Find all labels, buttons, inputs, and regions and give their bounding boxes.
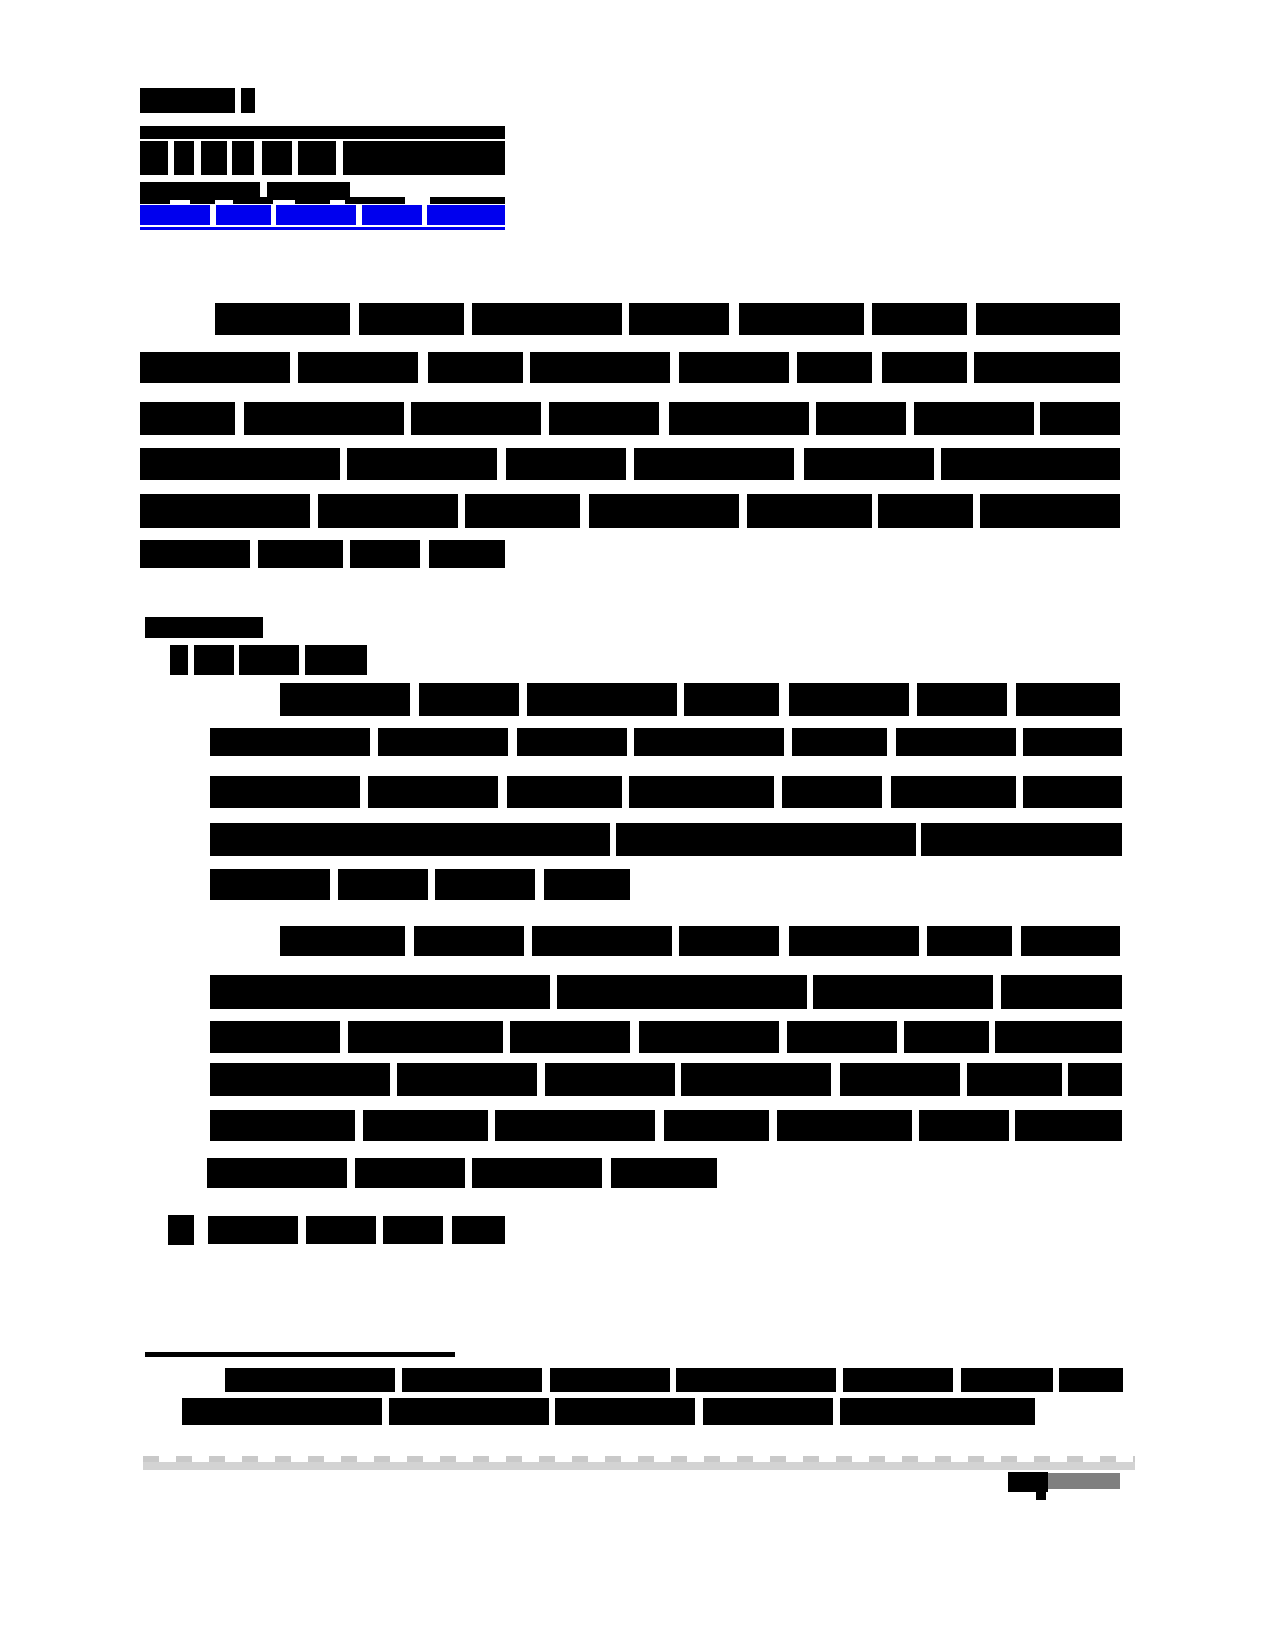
paragraph-a-line-1-seg (1016, 683, 1120, 716)
paragraph-a-line-5-seg (544, 869, 630, 900)
paragraph-a-line-4-seg (921, 823, 1122, 856)
list-item-b-label (208, 1216, 505, 1244)
footnote-line-1-seg (402, 1368, 542, 1392)
abstract-line-2 (140, 352, 1120, 383)
abstract-line-3-seg (549, 402, 659, 435)
paragraph-b-line-6-seg (611, 1158, 717, 1188)
paragraph-b-line-4-seg (967, 1063, 1062, 1096)
journal-url-link-seg[interactable] (362, 205, 422, 225)
paragraph-b-line-3-seg (995, 1021, 1122, 1053)
header-link-overprint (140, 197, 505, 204)
footnote-line-2-seg (182, 1398, 382, 1425)
abstract-line-5-seg (465, 494, 580, 528)
header-link-overprint-seg (295, 197, 330, 204)
paragraph-a-line-3-seg (629, 776, 774, 808)
paragraph-a-line-3-seg (782, 776, 882, 808)
abstract-line-6-seg (350, 540, 420, 568)
paragraph-a-line-3-seg (891, 776, 1016, 808)
paragraph-a-line-2-seg (792, 728, 887, 756)
footnote-line-1-seg (1059, 1368, 1123, 1392)
list-item-b-label-seg (306, 1216, 376, 1244)
paragraph-b-line-1-seg (280, 926, 405, 956)
paragraph-a-line-2-seg (896, 728, 1016, 756)
header-link-overprint-seg (190, 197, 215, 204)
header-info-line-2-seg (343, 141, 505, 175)
header-info-line-2-seg (174, 141, 194, 175)
paragraph-b-line-1-seg (414, 926, 524, 956)
list-item-b-label-seg (452, 1216, 505, 1244)
journal-url-link-seg[interactable] (427, 205, 505, 225)
paragraph-a-line-3-seg (368, 776, 498, 808)
paragraph-a-line-1-seg (684, 683, 779, 716)
paragraph-b-line-5-seg (919, 1110, 1009, 1141)
abstract-line-4-seg (634, 448, 794, 480)
paragraph-b-line-2-seg (557, 975, 807, 1009)
paragraph-b-line-2 (210, 975, 1122, 1009)
paragraph-b-line-6-seg (472, 1158, 602, 1188)
journal-url-link-seg[interactable] (140, 205, 210, 225)
paragraph-a-line-5-seg (210, 869, 330, 900)
abstract-line-1-seg (472, 303, 622, 335)
paragraph-b-line-5-seg (495, 1110, 655, 1141)
footnote-line-2-seg (389, 1398, 549, 1425)
footnote-line-1-seg (550, 1368, 670, 1392)
journal-url-link-seg[interactable] (216, 205, 271, 225)
footnote-line-1-seg (961, 1368, 1053, 1392)
abstract-line-4-seg (347, 448, 497, 480)
abstract-line-6 (140, 540, 505, 568)
paragraph-b-line-2-seg (1001, 975, 1122, 1009)
abstract-line-1-seg (872, 303, 967, 335)
header-link-overprint-seg (345, 197, 405, 204)
header-link-overprint-seg (140, 197, 170, 204)
footnote-line-2-seg (555, 1398, 695, 1425)
footer-page-number-descender (1036, 1490, 1046, 1500)
paragraph-a-line-1-seg (917, 683, 1007, 716)
paragraph-b-line-6 (207, 1158, 717, 1188)
header-info-line-2-seg (140, 141, 168, 175)
footnote-line-1-seg (225, 1368, 395, 1392)
paragraph-b-line-4-seg (1068, 1063, 1122, 1096)
paragraph-a-line-5-seg (435, 869, 535, 900)
paragraph-a-line-2-seg (378, 728, 508, 756)
list-item-1-marker-seg (239, 645, 299, 675)
paragraph-b-line-3-seg (510, 1021, 630, 1053)
list-item-b-label-seg (383, 1216, 443, 1244)
paragraph-b-line-1-seg (679, 926, 779, 956)
footnote-line-2-seg (840, 1398, 1035, 1425)
header-info-line-1 (140, 126, 505, 139)
abstract-line-5-seg (140, 494, 310, 528)
journal-url-link-seg[interactable] (276, 205, 356, 225)
abstract-line-3 (140, 402, 1120, 435)
paragraph-a-line-3-seg (1023, 776, 1122, 808)
paragraph-b-line-6-seg (207, 1158, 347, 1188)
abstract-line-1-seg (976, 303, 1120, 335)
paragraph-a-line-4-seg (210, 823, 610, 856)
journal-url-link[interactable] (140, 205, 505, 225)
paragraph-a-line-2-seg (210, 728, 370, 756)
footnote-line-1 (225, 1368, 1123, 1392)
paragraph-b-line-5-seg (1015, 1110, 1122, 1141)
journal-url-underline[interactable] (140, 227, 505, 230)
footnote-line-1-seg (843, 1368, 953, 1392)
header-link-overprint-seg (430, 197, 505, 204)
paragraph-a-line-1-seg (419, 683, 519, 716)
abstract-line-5 (140, 494, 1120, 528)
abstract-line-1-seg (359, 303, 464, 335)
abstract-line-3-seg (1040, 402, 1120, 435)
paragraph-b-line-3-seg (210, 1021, 340, 1053)
abstract-line-6-seg (140, 540, 250, 568)
paragraph-b-line-1 (280, 926, 1120, 956)
paragraph-b-line-5-seg (777, 1110, 912, 1141)
abstract-line-1-seg (629, 303, 729, 335)
header-link-overprint-seg (233, 197, 273, 204)
paragraph-a-line-1-seg (280, 683, 410, 716)
list-item-b-marker (168, 1215, 194, 1245)
list-item-1-marker-seg (170, 645, 188, 675)
header-journal-title-line-seg (241, 88, 255, 113)
paragraph-b-line-4-seg (840, 1063, 960, 1096)
abstract-line-3-seg (140, 402, 235, 435)
paragraph-b-line-5 (210, 1110, 1122, 1141)
paragraph-b-line-4-seg (397, 1063, 537, 1096)
paragraph-a-line-1-seg (789, 683, 909, 716)
abstract-line-3-seg (914, 402, 1034, 435)
paragraph-b-line-4 (210, 1063, 1122, 1096)
header-info-line-2-seg (262, 141, 292, 175)
paragraph-a-line-4-seg (616, 823, 916, 856)
abstract-line-5-seg (747, 494, 872, 528)
paragraph-a-line-3-seg (210, 776, 360, 808)
paragraph-b-line-2-seg (813, 975, 993, 1009)
abstract-line-1-seg (739, 303, 864, 335)
abstract-line-5-seg (589, 494, 739, 528)
abstract-line-6-seg (258, 540, 343, 568)
abstract-line-5-seg (878, 494, 973, 528)
paragraph-a-line-2-seg (1023, 728, 1122, 756)
paragraph-b-line-1-seg (1021, 926, 1120, 956)
abstract-line-1-seg (215, 303, 350, 335)
abstract-line-4-seg (140, 448, 340, 480)
abstract-line-3-seg (669, 402, 809, 435)
paragraph-a-line-3-seg (507, 776, 622, 808)
paragraph-b-line-2-seg (210, 975, 550, 1009)
paragraph-b-line-3-seg (904, 1021, 989, 1053)
paragraph-b-line-1-seg (532, 926, 672, 956)
paragraph-a-line-1 (280, 683, 1120, 716)
header-info-line-2-seg (298, 141, 336, 175)
paragraph-b-line-1-seg (789, 926, 919, 956)
paragraph-b-line-1-seg (927, 926, 1012, 956)
list-item-1-marker-seg (305, 645, 367, 675)
list-item-1-marker (170, 645, 367, 675)
footnote-line-2 (182, 1398, 1035, 1425)
paragraph-b-line-5-seg (664, 1110, 769, 1141)
paragraph-b-line-4-seg (681, 1063, 831, 1096)
paragraph-b-line-3-seg (787, 1021, 897, 1053)
abstract-line-2-seg (140, 352, 290, 383)
abstract-line-5-seg (318, 494, 458, 528)
abstract-line-3-seg (816, 402, 906, 435)
abstract-line-2-seg (428, 352, 523, 383)
paragraph-b-line-3 (210, 1021, 1122, 1053)
header-journal-title-line (140, 88, 255, 113)
abstract-line-4-seg (804, 448, 934, 480)
paragraph-b-line-6-seg (355, 1158, 465, 1188)
paragraph-a-line-2 (210, 728, 1122, 756)
footer-page-highlight (1048, 1473, 1120, 1489)
footnote-separator-rule (145, 1352, 455, 1357)
paragraph-a-line-1-seg (527, 683, 677, 716)
abstract-line-2-seg (882, 352, 967, 383)
header-info-line-2-seg (201, 141, 227, 175)
abstract-line-4-seg (941, 448, 1120, 480)
abstract-line-2-seg (530, 352, 670, 383)
abstract-line-4 (140, 448, 1120, 480)
paragraph-a-line-5-seg (338, 869, 428, 900)
paragraph-b-line-5-seg (363, 1110, 488, 1141)
paragraph-a-line-2-seg (634, 728, 784, 756)
paragraph-a-line-5 (210, 869, 630, 900)
abstract-line-3-seg (411, 402, 541, 435)
list-item-b-label-seg (208, 1216, 298, 1244)
paragraph-b-line-4-seg (210, 1063, 390, 1096)
paragraph-a-line-3 (210, 776, 1122, 808)
abstract-line-2-seg (797, 352, 872, 383)
header-info-line-2-seg (232, 141, 254, 175)
paragraph-b-line-3-seg (348, 1021, 503, 1053)
section-heading (145, 617, 263, 638)
abstract-line-5-seg (980, 494, 1120, 528)
abstract-line-1 (215, 303, 1120, 335)
abstract-line-2-seg (974, 352, 1120, 383)
paragraph-a-line-2-seg (517, 728, 627, 756)
abstract-line-3-seg (244, 402, 404, 435)
footnote-line-2-seg (703, 1398, 833, 1425)
footer-border-bar (143, 1462, 1135, 1470)
list-item-1-marker-seg (194, 645, 234, 675)
paragraph-b-line-4-seg (545, 1063, 675, 1096)
header-info-line-2 (140, 141, 505, 175)
paragraph-b-line-5-seg (210, 1110, 355, 1141)
footnote-line-1-seg (676, 1368, 836, 1392)
abstract-line-6-seg (429, 540, 505, 568)
paragraph-a-line-4 (210, 823, 1122, 856)
abstract-line-2-seg (298, 352, 418, 383)
paragraph-b-line-3-seg (639, 1021, 779, 1053)
footer-page-number (1008, 1472, 1048, 1492)
abstract-line-4-seg (506, 448, 626, 480)
header-journal-title-line-seg (140, 88, 235, 113)
abstract-line-2-seg (679, 352, 789, 383)
